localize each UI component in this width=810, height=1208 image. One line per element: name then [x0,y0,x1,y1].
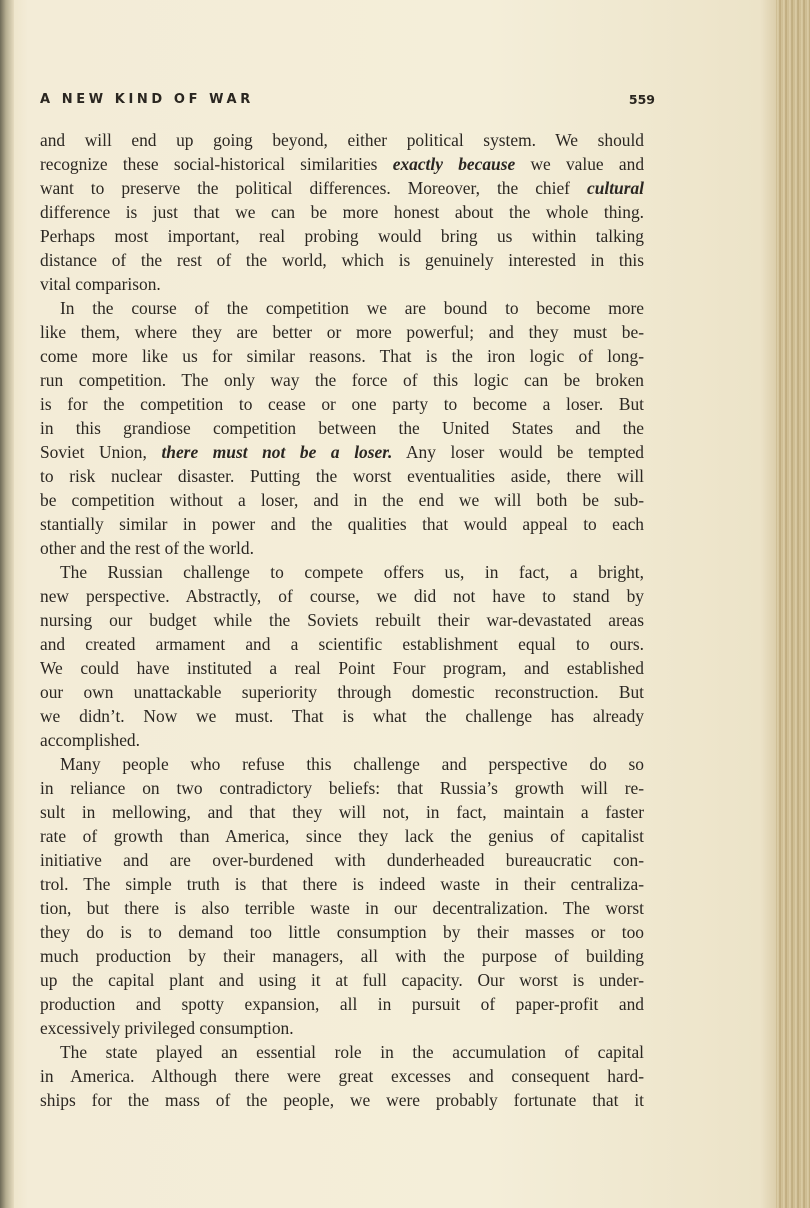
text-run: difference is just that we can be more honest about the whole thing. [40,202,644,222]
text-line [40,560,644,584]
text-run: In the course of the competition we are bound to become more [60,298,644,318]
text-run: up the capital plant and using it at full capacity. Our worst is under- [40,970,644,990]
text-line [40,680,644,704]
text-line [40,464,644,488]
text-run: come more like us for similar reasons. That is the iron logic of long- [40,346,644,366]
paragraph [40,128,644,296]
text-run: want to preserve the political differences. Moreover, the chief [40,178,587,198]
italic-phrase: cultural [586,178,644,198]
text-line [40,752,644,776]
text-line [40,272,644,296]
body-text [40,128,644,1112]
text-run: rate of growth than America, since they lack the genius of capitalist [40,826,644,846]
text-line [40,992,644,1016]
text-line [40,968,644,992]
text-line [40,512,644,536]
text-run: in this grandiose competition between the United States and the [40,418,644,438]
text-run: Many people who refuse this challenge and perspective do so [60,754,644,774]
paragraph [40,1040,644,1112]
text-line [40,1016,644,1040]
text-run: much production by their managers, all with the purpose of building [40,946,644,966]
text-run: new perspective. Abstractly, of course, we did not have to stand by [40,586,644,606]
text-run: initiative and are over-burdened with dunderheaded bureaucratic con- [40,850,644,870]
text-line [40,224,644,248]
paragraph [40,752,644,1040]
text-line [40,176,644,200]
text-run: run competition. The only way the force of this logic can be broken [40,370,644,390]
text-line [40,944,644,968]
page-edge-stack [776,0,810,1208]
text-run: in reliance on two contradictory beliefs: that Russia’s growth will re- [40,778,644,798]
text-run: other and the rest of the world. [40,538,254,558]
text-line [40,800,644,824]
text-line [40,848,644,872]
text-run: trol. The simple truth is that there is indeed waste in their centraliza- [40,874,644,894]
text-run: recognize these social-historical similarities [40,154,393,174]
paragraph [40,296,644,560]
text-line [40,656,644,680]
text-run: production and spotty expansion, all in pursuit of paper-profit and [40,994,644,1014]
text-run: tion, but there is also terrible waste in our decentralization. The worst [40,898,644,918]
text-line [40,344,644,368]
text-run: distance of the rest of the world, which is genuinely interested in this [40,250,644,270]
text-line [40,416,644,440]
text-run: like them, where they are better or more powerful; and they must be- [40,322,644,342]
text-line [40,128,644,152]
text-line [40,896,644,920]
text-run: The Russian challenge to compete offers us, in fact, a bright, [60,562,644,582]
text-line [40,1064,644,1088]
page-gutter-shadow [0,0,14,1208]
text-run: nursing our budget while the Soviets rebuilt their war-devastated areas [40,610,644,630]
text-run: ships for the mass of the people, we were probably fortunate that it [40,1090,644,1110]
text-line [40,536,644,560]
text-line [40,872,644,896]
paragraph [40,560,644,752]
text-line [40,368,644,392]
text-run: The state played an essential role in the accumulation of capital [60,1042,644,1062]
text-line [40,1088,644,1112]
text-line [40,704,644,728]
text-run: our own unattackable superiority through domestic reconstruction. But [40,682,644,702]
text-run: we value and [515,154,644,174]
text-run: in America. Although there were great excesses and consequent hard- [40,1066,644,1086]
italic-phrase: there must not be a loser. [161,442,393,462]
text-run: and will end up going beyond, either political system. We should [40,130,644,150]
text-line [40,488,644,512]
page-number: 559 [628,92,655,107]
text-run: accomplished. [40,730,140,750]
text-line [40,248,644,272]
text-run: sult in mellowing, and that they will not, in fact, maintain a faster [40,802,644,822]
text-line [40,728,644,752]
text-line [40,584,644,608]
text-run: Any loser would be tempted [392,442,644,462]
text-run: we didn’t. Now we must. That is what the challenge has already [40,706,644,726]
text-line [40,296,644,320]
running-title: A NEW KIND OF WAR [40,92,254,107]
text-run: to risk nuclear disaster. Putting the worst eventualities aside, there will [40,466,644,486]
text-run: Soviet Union, [40,442,162,462]
text-run: excessively privileged consumption. [40,1018,294,1038]
text-line [40,392,644,416]
text-line [40,440,644,464]
text-run: vital comparison. [40,274,161,294]
text-run: We could have instituted a real Point Four program, and established [40,658,644,678]
text-run: be competition without a loser, and in the end we will both be sub- [40,490,644,510]
text-line [40,200,644,224]
italic-phrase: exactly because [392,154,516,174]
text-line [40,632,644,656]
text-run: and created armament and a scientific establishment equal to ours. [40,634,644,654]
text-line [40,920,644,944]
text-line [40,320,644,344]
text-run: they do is to demand too little consumption by their masses or too [40,922,644,942]
text-run: stantially similar in power and the qualities that would appeal to each [40,514,644,534]
text-line [40,776,644,800]
text-run: Perhaps most important, real probing would bring us within talking [40,226,644,246]
running-head [40,92,655,112]
text-line [40,1040,644,1064]
text-line [40,608,644,632]
text-run: is for the competition to cease or one party to become a loser. But [40,394,644,414]
text-line [40,152,644,176]
text-line [40,824,644,848]
